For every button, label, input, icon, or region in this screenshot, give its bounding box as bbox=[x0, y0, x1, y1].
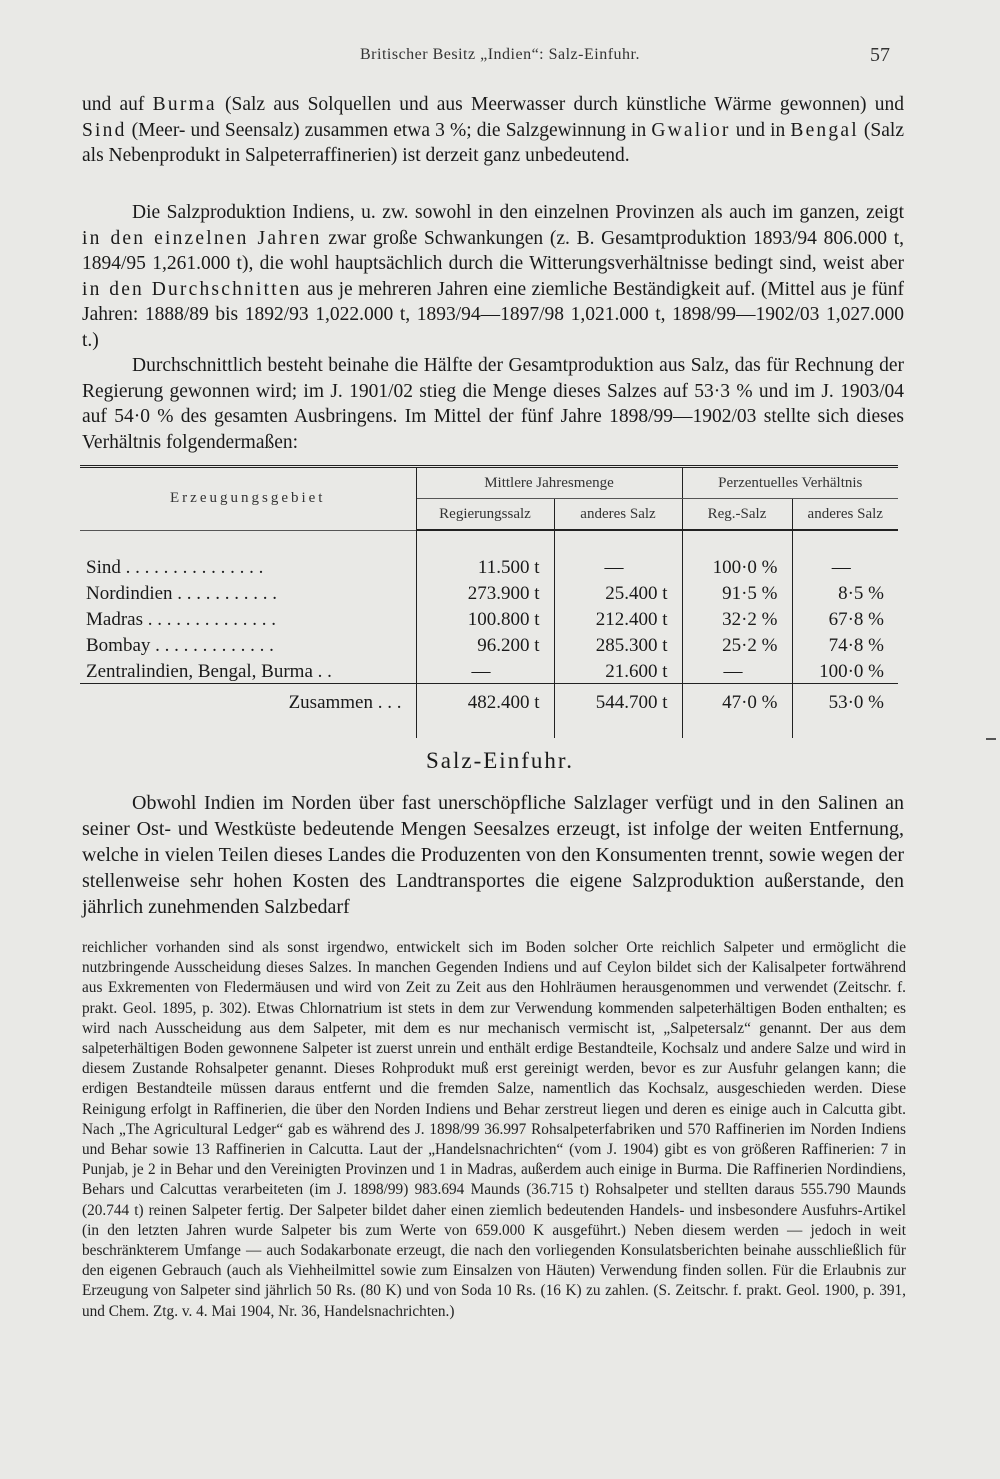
table-header-row bbox=[80, 467, 898, 499]
government-pct-cell: 91·5 % bbox=[682, 579, 792, 605]
footnote-text: reichlicher vorhanden sind als sonst irgendwo, entwickelt sich im Boden solcher Orte reichlich Salpeter und ermöglicht die nutzbringende Ausscheidung dieses Salzes. In manchen Gegenden Indiens und auf Ceylon bildet sich der Kalisalpeter fortwährend aus Exkrementen von Fledermäusen und wird von Zeit zu Zeit aus den Hohlräumen herausgenommen und verwendet (Zeitschr. f. prakt. Geol. 1895, p. 302). Etwas Chlornatrium ist stets in dem zur Verwendung kommenden salpeterhältigen Boden enthalten; es wird nach Ausscheidung aus dem Salpeter, mit dem es nur mechanisch vermischt ist, „Salpetersalz“ genannt. Der aus dem salpeterhältigen Boden gewonnene Salpeter ist zuerst unrein und enthält erdige Bestandteile, Kochsalz und andere Salze und wird in diesem Zustande Rohsalpeter genannt. Dieses Rohprodukt muß erst gereinigt werden, bevor es zur Ausfuhr gelangen kann; die erdigen Bestandteile müssen daraus entfernt und die fremden Salze, namentlich das Kochsalz, ausgeschieden werden. Diese Reinigung erfolgt in Raffinerien, die über den Norden Indiens und Behar zerstreut liegen und deren es einige auch in Calcutta gibt. Nach „The Agricultural Ledger“ gab es während des J. 1898/99 36.997 Rohsalpeterfabriken und 570 Raffinerien im Norden Indiens und Behar sowie 13 Raffinerien in Calcutta. Laut der „Handelsnachrichten“ (vom J. 1904) gibt es von größeren Raffinerien: 7 in Punjab, je 2 in Behar und den Vereinigten Provinzen und 1 in Madras, außerdem auch einige in Burma. Die Raffinerien Nordindiens, Behars und Calcuttas verarbeiteten (im J. 1898/99) 983.694 Maunds (36.715 t) Rohsalpeter und stellten daraus 555.790 Maunds (20.744 t) reinen Salpeter fertig. Der Salpeter bildet daher einen ziemlich bedeutenden Handels- und insbesondere Ausfuhrs-Artikel (in den letzten Jahren wurde Salpeter bis zum Werte von 659.000 K ausgeführt.) Neben diesem werden — jedoch in weit beschränkterem Umfange — auch Sodakarbonate erzeugt, die nach den vorliegenden Konsulatsberichten beinahe ausschließlich für den eigenen Gebrauch (auch als Viehheilmittel sowie zum Einsalzen von Häuten) Verwendung finden sollen. Für die Erlaubnis zur Erzeugung von Salpeter sind jährlich 50 Rs. (80 K) und von Soda 10 Rs. (16 K) zu zahlen. (S. Zeitschr. f. prakt. Geol. 1900, p. 391, und Chem. Ztg. v. 4. Mai 1904, Nr. 36, Handelsnachrichten.) bbox=[82, 939, 906, 1320]
region-cell: Madras . . . . . . . . . . . . . . bbox=[80, 605, 416, 631]
government-salt-cell: 11.500 t bbox=[416, 530, 554, 579]
region-cell: Zentralindien, Bengal, Burma . . bbox=[80, 657, 416, 684]
table-spacer bbox=[554, 714, 682, 738]
table-row bbox=[80, 657, 898, 684]
table-row bbox=[80, 631, 898, 657]
region-cell: Nordindien . . . . . . . . . . . bbox=[80, 579, 416, 605]
paragraph-salt-import bbox=[82, 790, 904, 920]
table-spacer bbox=[682, 714, 792, 738]
text-run: zwar große Schwankungen (z. B. Gesamtproduktion 1893/94 806.000 t, 1894/95 1,261.000 t), die wohl hauptsächlich durch die Witterungsverhältnisse bedingt sind, weist aber bbox=[82, 227, 904, 274]
region-name-bengal: Bengal bbox=[790, 119, 859, 141]
other-pct-cell: 67·8 % bbox=[828, 609, 884, 630]
government-pct-cell: — bbox=[682, 657, 792, 684]
government-salt-cell: 100.800 t bbox=[416, 605, 554, 631]
total-government-pct: 47·0 % bbox=[682, 684, 792, 715]
paragraph-text: Obwohl Indien im Norden über fast unerschöpfliche Salzlager verfügt und in den Salinen an seiner Ost- und Westküste bedeutende Mengen Seesalzes erzeugt, ist infolge der weiten Entfernung, welche in vielen Teilen dieses Landes die Produzenten von den Konsumenten trennt, sowie wegen der stellenweise sehr hohen Kosten des Landtransportes die eigene Salzproduktion außerstande, den jährlich zunehmenden Salzbedarf bbox=[82, 792, 904, 918]
column-group-mean: Mittlere Jahresmenge bbox=[416, 467, 682, 499]
text-run: aus je mehreren Jahren eine ziemliche Beständigkeit auf. (Mittel aus je fünf Jahren: 1888/89 bis 1892/93 1,022.000 t, 1893/94—1897/98 1,021.000 t, 1898/99—1902/03 1,027.000 t.) bbox=[82, 278, 904, 351]
other-salt-cell: 21.600 t bbox=[554, 657, 682, 684]
paragraph-government-salt: Durchschnittlich besteht beinahe die Hälfte der Gesamtproduktion aus Salz, das für Rechnung der Regierung gewonnen wird; im J. 1901/02 stieg die Menge dieses Salzes auf 53·3 % und im J. 1903/04 auf 54·0 % des gesamten Ausbringens. Im Mittel der fünf Jahre 1898/99—1902/03 stellte sich dieses Verhältnis folgendermaßen: bbox=[82, 355, 904, 453]
text-run: (Meer- und Seensalz) zusammen etwa 3 %; die Salzgewinnung in bbox=[126, 119, 652, 141]
page-number: 57 bbox=[870, 44, 890, 66]
government-salt-cell: 96.200 t bbox=[416, 631, 554, 657]
column-header-region: Erzeugungsgebiet bbox=[80, 467, 416, 531]
paragraph-salt-production bbox=[82, 200, 904, 455]
government-pct-cell: 25·2 % bbox=[682, 631, 792, 657]
other-pct-cell: 100·0 % bbox=[819, 661, 884, 682]
emphasis-years: in den einzelnen Jahren bbox=[82, 227, 322, 249]
total-other-pct: 53·0 % bbox=[792, 684, 898, 715]
paragraph-salt-regions bbox=[82, 92, 904, 169]
column-group-percentage: Perzentuelles Verhältnis bbox=[682, 467, 898, 499]
other-pct-cell: 8·5 % bbox=[838, 583, 884, 604]
total-label: Zusammen . . . bbox=[80, 684, 416, 715]
region-cell: Sind . . . . . . . . . . . . . . . bbox=[80, 530, 416, 579]
region-name-sind: Sind bbox=[82, 119, 127, 141]
region-cell: Bombay . . . . . . . . . . . . . bbox=[80, 631, 416, 657]
table-row bbox=[80, 579, 898, 605]
other-pct-cell: 74·8 % bbox=[828, 635, 884, 656]
table-spacer bbox=[792, 714, 898, 738]
other-salt-cell: 285.300 t bbox=[554, 631, 682, 657]
total-other-salt: 544.700 t bbox=[554, 684, 682, 715]
running-title: Britischer Besitz „Indien“: Salz-Einfuhr. bbox=[360, 46, 640, 63]
other-pct-cell: — bbox=[831, 557, 851, 578]
government-salt-cell: 273.900 t bbox=[416, 579, 554, 605]
other-salt-cell: — bbox=[554, 530, 682, 579]
table-total-row bbox=[80, 684, 898, 715]
total-government-salt: 482.400 t bbox=[416, 684, 554, 715]
column-header-other-salt: anderes Salz bbox=[554, 499, 682, 531]
production-table bbox=[80, 465, 898, 738]
table-spacer bbox=[416, 714, 554, 738]
government-salt-cell: — bbox=[416, 657, 554, 684]
margin-mark bbox=[986, 738, 996, 740]
column-header-government-pct: Reg.-Salz bbox=[682, 499, 792, 531]
text-run: und in bbox=[730, 119, 791, 141]
text-run: (Salz als Nebenprodukt in Salpeterraffinerien) ist derzeit ganz unbedeutend. bbox=[82, 119, 904, 166]
table-spacer bbox=[80, 714, 416, 738]
emphasis-averages: in den Durchschnitten bbox=[82, 278, 302, 300]
column-header-government-salt: Regierungssalz bbox=[416, 499, 554, 531]
footnote bbox=[82, 938, 906, 1322]
table-rule-tail bbox=[80, 714, 898, 738]
text-run: und auf bbox=[82, 94, 153, 115]
other-salt-cell: 25.400 t bbox=[554, 579, 682, 605]
government-pct-cell: 100·0 % bbox=[682, 530, 792, 579]
column-header-other-pct: anderes Salz bbox=[792, 499, 898, 531]
table-row bbox=[80, 530, 898, 579]
region-name-burma: Burma bbox=[152, 94, 217, 115]
region-name-gwalior: Gwalior bbox=[651, 119, 731, 141]
text-run: Die Salzproduktion Indiens, u. zw. sowohl in den einzelnen Provinzen als auch im ganzen, zeigt bbox=[132, 202, 904, 223]
government-pct-cell: 32·2 % bbox=[682, 605, 792, 631]
other-salt-cell: 212.400 t bbox=[554, 605, 682, 631]
text-run: (Salz aus Solquellen und aus Meerwasser durch künstliche Wärme gewonnen) und bbox=[216, 94, 904, 115]
section-title: Salz-Einfuhr. bbox=[426, 748, 574, 773]
table-row bbox=[80, 605, 898, 631]
